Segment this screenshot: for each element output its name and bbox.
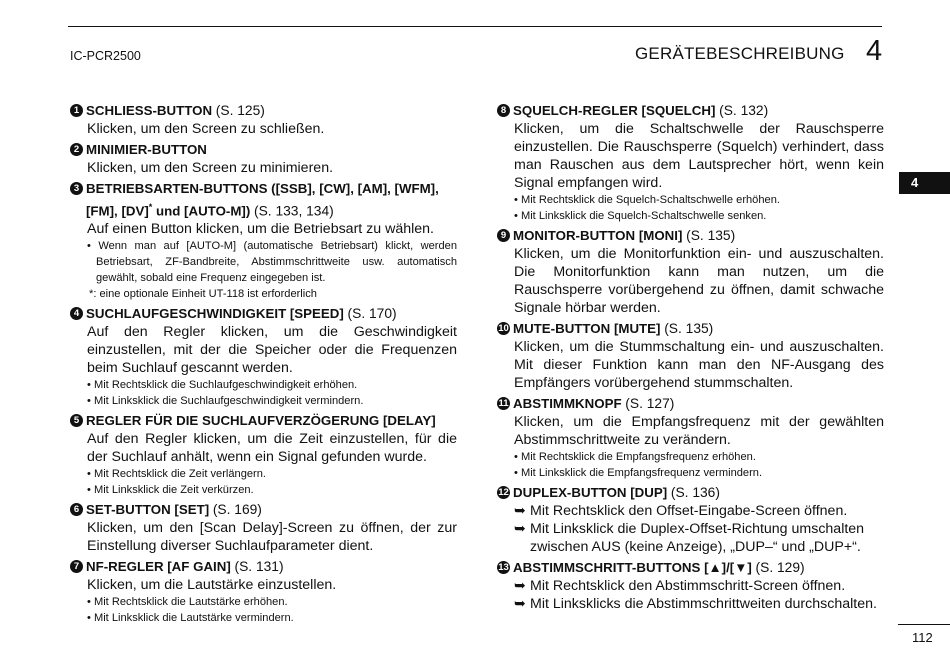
bullet-note: • Mit Linksklick die Suchlaufgeschwindigkeit vermindern.	[87, 395, 364, 408]
item-scan-speed	[70, 305, 457, 409]
page-number: 112	[912, 630, 933, 645]
number-badge-icon: 8	[497, 104, 510, 117]
bullet-note: • Mit Rechtsklick die Empfangsfrequenz erhöhen.	[514, 451, 756, 463]
item-description: Auf den Regler klicken, um die Geschwindigkeit einzustellen, mit der die Speicher oder die Frequenzen beim Suchlauf gescannt werden.	[87, 324, 457, 377]
number-badge-icon: 13	[498, 562, 509, 573]
item-heading	[70, 412, 457, 430]
item-heading	[497, 559, 884, 577]
page-ref: (S. 169)	[212, 502, 262, 518]
item-title: SQUELCH-REGLER [SQUELCH]	[513, 103, 716, 118]
chapter-number: 4	[866, 35, 883, 67]
number-badge-icon: 1	[70, 104, 83, 117]
number-badge-icon: 11	[498, 398, 509, 409]
bullet-note: • Mit Linksklick die Lautstärke vermindern.	[87, 612, 294, 625]
item-description: Klicken, um die Stummschaltung ein- und auszuschalten. Mit dieser Funktion kann man den NF-Ausgang des Empfängers vorübergehend stummschalten.	[514, 339, 884, 391]
item-title: REGLER FÜR DIE SUCHLAUFVERZÖGERUNG [DELAY]	[86, 413, 436, 429]
page-ref: (S. 127)	[625, 396, 675, 411]
arrow-step: ➥ Mit Linksklicks die Abstimmschrittweiten durchschalten.	[514, 596, 877, 612]
item-duplex-button	[497, 484, 884, 556]
item-description: Klicken, um die Monitorfunktion ein- und auszuschalten. Die Monitorfunktion kann man nutzen, um die Rauschsperre vorübergehend zu öffnen, damit schwache Signale hörbar werden.	[514, 246, 884, 316]
number-badge-icon: 12	[498, 487, 509, 498]
page-ref: (S. 135)	[664, 321, 714, 336]
chapter-side-tab: 4	[899, 172, 950, 194]
item-description: Auf den Regler klicken, um die Zeit einzustellen, für die der Suchlauf anhält, wenn ein Signal gefunden wurde.	[87, 431, 457, 466]
arrow-icon: ➥	[514, 596, 526, 612]
item-description: Klicken, um den Screen zu schließen.	[87, 121, 325, 137]
page-ref: (S. 131)	[234, 559, 284, 575]
item-heading	[497, 484, 884, 502]
item-description: Auf einen Button klicken, um die Betriebsart zu wählen.	[87, 221, 434, 238]
item-minimize-button	[70, 141, 457, 177]
item-heading	[497, 227, 884, 245]
footer-rule	[898, 624, 950, 625]
page-ref: (S. 135)	[686, 228, 736, 243]
item-heading	[70, 141, 457, 159]
right-column	[497, 102, 884, 616]
bullet-note: • Mit Rechtsklick die Suchlaufgeschwindigkeit erhöhen.	[87, 379, 358, 392]
bullet-note: • Mit Rechtsklick die Lautstärke erhöhen.	[87, 596, 288, 609]
item-description: Klicken, um die Lautstärke einzustellen.	[87, 577, 337, 594]
number-badge-icon: 4	[70, 307, 83, 320]
item-title: ABSTIMMKNOPF	[513, 396, 622, 411]
bullet-note: • Mit Linksklick die Empfangsfrequenz vermindern.	[514, 467, 763, 479]
item-heading	[497, 102, 884, 120]
item-title: SCHLIESS-BUTTON	[86, 103, 213, 118]
left-column	[70, 102, 457, 629]
item-title-part-b: und [AUTO-M])	[152, 203, 251, 219]
item-description: Klicken, um die Schaltschwelle der Rauschsperre einzustellen. Die Rauschsperre (Squelch) verhindert, dass man Rauschen aus dem Lautsprecher hört, wenn kein Signal empfangen wird.	[514, 121, 884, 191]
arrow-step: ➥ Mit Rechtsklick den Offset-Eingabe-Screen öffnen.	[514, 503, 848, 519]
item-title: MINIMIER-BUTTON	[86, 142, 207, 157]
number-badge-icon: 3	[70, 182, 83, 195]
item-heading	[497, 395, 884, 413]
item-mode-buttons	[70, 180, 457, 302]
item-description: Klicken, um die Empfangsfrequenz mit der gewählten Abstimmschrittweite zu verändern.	[514, 414, 884, 448]
item-monitor-button	[497, 227, 884, 317]
page-ref: (S. 129)	[755, 560, 805, 575]
footnote-star: *	[148, 202, 153, 212]
bullet-note: • Mit Linksklick die Squelch-Schaltschwelle senken.	[514, 210, 767, 222]
item-mute-button	[497, 320, 884, 392]
bullet-note: • Mit Rechtsklick die Zeit verlängern.	[87, 468, 266, 481]
item-title: MONITOR-BUTTON [MONI]	[513, 228, 683, 243]
item-heading	[70, 180, 457, 220]
item-description: Klicken, um den [Scan Delay]-Screen zu öffnen, der zur Einstellung diverser Suchlaufparameter dient.	[87, 520, 457, 555]
item-heading	[70, 305, 457, 323]
number-badge-icon: 2	[70, 143, 83, 156]
arrow-icon: ➥	[514, 521, 526, 537]
arrow-step: ➥ Mit Linksklick die Duplex-Offset-Richtung umschalten zwischen AUS (keine Anzeige), „DUP–“ und „DUP+“.	[514, 521, 865, 555]
bullet-note: • Wenn man auf [AUTO-M] (automatische Betriebsart) klickt, werden Betriebsart, ZF-Bandbreite, Abstimmschrittweite usw. automatisch gewählt, sobald eine Frequenz eingegeben ist.	[87, 240, 457, 285]
page-ref: (S. 170)	[347, 306, 397, 322]
number-badge-icon: 9	[497, 229, 510, 242]
item-title: SUCHLAUFGESCHWINDIGKEIT [SPEED]	[86, 306, 344, 322]
number-badge-icon: 7	[70, 560, 83, 573]
item-heading	[70, 558, 457, 576]
item-tuning-dial	[497, 395, 884, 481]
number-badge-icon: 5	[70, 414, 83, 427]
page-ref: (S. 133, 134)	[253, 203, 334, 219]
item-title: MUTE-BUTTON [MUTE]	[513, 321, 661, 336]
arrow-icon: ➥	[514, 503, 526, 519]
item-set-button	[70, 501, 457, 555]
arrow-icon: ➥	[514, 578, 526, 594]
item-tuning-step-buttons	[497, 559, 884, 613]
footnote: *: eine optionale Einheit UT-118 ist erforderlich	[89, 288, 317, 301]
bullet-note: • Mit Linksklick die Zeit verkürzen.	[87, 484, 254, 497]
number-badge-icon: 6	[70, 503, 83, 516]
item-scan-delay	[70, 412, 457, 498]
arrow-step: ➥ Mit Rechtsklick den Abstimmschritt-Screen öffnen.	[514, 578, 846, 594]
item-title: NF-REGLER [AF GAIN]	[86, 559, 231, 575]
number-badge-icon: 10	[498, 323, 509, 334]
page-ref: (S. 136)	[670, 485, 720, 500]
item-heading	[70, 501, 457, 519]
item-af-gain	[70, 558, 457, 626]
item-title: SET-BUTTON [SET]	[86, 502, 210, 518]
page-ref: (S. 132)	[719, 103, 769, 118]
item-squelch	[497, 102, 884, 224]
item-description: Klicken, um den Screen zu minimieren.	[87, 160, 334, 176]
item-heading	[497, 320, 884, 338]
header-rule	[68, 26, 882, 27]
item-close-button	[70, 102, 457, 138]
model-name: IC-PCR2500	[70, 49, 141, 63]
bullet-note: • Mit Rechtsklick die Squelch-Schaltschwelle erhöhen.	[514, 194, 780, 206]
section-title: GERÄTEBESCHREIBUNG	[635, 44, 845, 63]
page-ref: (S. 125)	[215, 103, 265, 118]
item-title-part-a: BETRIEBSARTEN-BUTTONS ([SSB], [CW], [AM], [WFM], [FM], [DV]	[86, 181, 439, 219]
item-title: DUPLEX-BUTTON [DUP]	[513, 485, 668, 500]
item-heading	[70, 102, 457, 120]
item-title: ABSTIMMSCHRITT-BUTTONS [▲]/[▼]	[513, 560, 752, 575]
